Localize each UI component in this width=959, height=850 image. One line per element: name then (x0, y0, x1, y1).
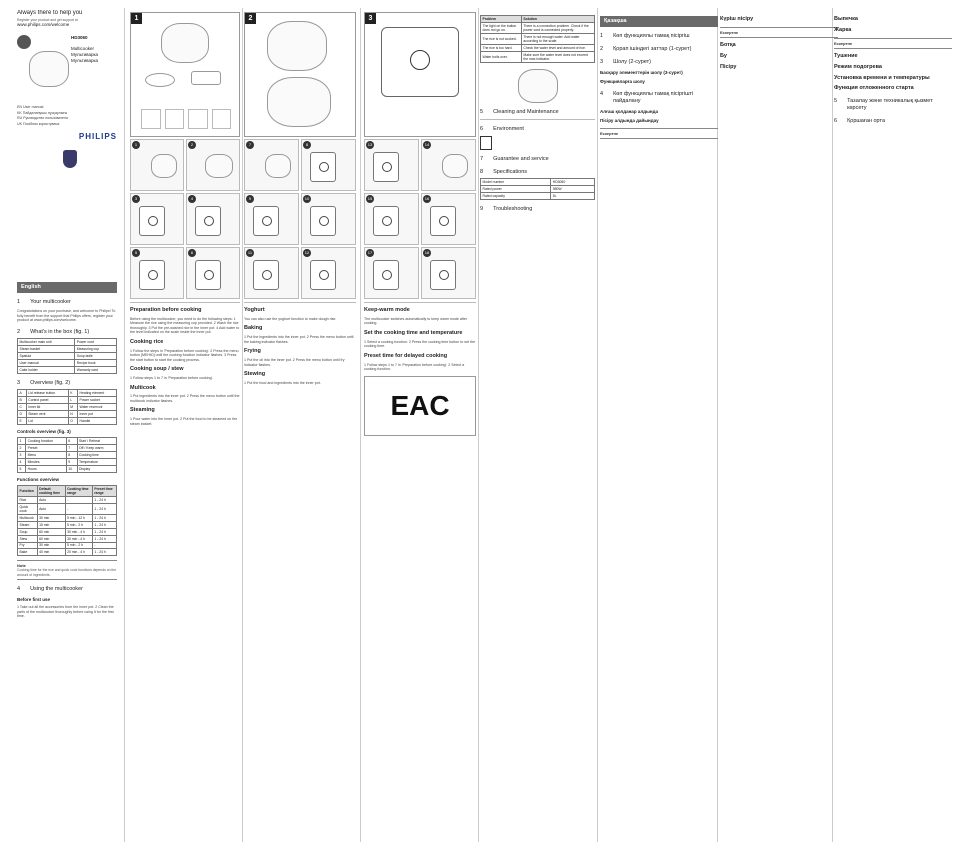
step-thumbnail: 5 (130, 247, 184, 299)
register-badge-icon (17, 35, 31, 49)
multicooker-exploded-image (267, 77, 331, 127)
section-number: 3 (600, 58, 604, 65)
step-thumbnail: 17 (364, 247, 419, 299)
table-row: User manual Recipe book (18, 359, 117, 366)
model-number: HD3060 (71, 35, 88, 40)
section-title: What's in the box (fig. 1) (30, 328, 90, 335)
column-figures-3 (244, 12, 356, 847)
recycle-bin-icon (480, 136, 492, 150)
step-thumbnail: 11 (244, 247, 299, 299)
step-thumbnail: 6 (186, 247, 240, 299)
note-box: Ескертпе (720, 27, 838, 38)
step-thumbnail: 18 (421, 247, 476, 299)
section-heading (834, 118, 952, 125)
subsection-title: Set the cooking time and temperature (364, 329, 463, 336)
subsection-title: Установка времени и температуры (834, 74, 930, 81)
language-bar-english: English (17, 282, 117, 293)
table-row: Quick cook Auto - 1 - 24 h (18, 504, 117, 515)
section-number: 5 (480, 108, 484, 115)
subsection-title: Выпечка (834, 16, 858, 22)
table-row: Multicook 30 min 5 min - 12 h 1 - 24 h (18, 515, 117, 522)
language-item: RU Руководство пользователя (17, 116, 68, 121)
body-text: You can also use the yoghurt function to make dough rise. (244, 316, 337, 321)
section-heading (600, 91, 718, 105)
table-row: Steam basket Measuring cup (18, 346, 117, 353)
section-heading (17, 380, 117, 387)
subsection-title: Preparation before cooking (130, 307, 202, 313)
column-kazakh (600, 12, 718, 847)
table-row: Fry 30 min 5 min - 2 h - (18, 542, 117, 549)
section-number: 5 (834, 98, 838, 105)
table-row: The rice is too hard. Check the water level and amount of rice. (481, 45, 595, 52)
table-row: Model number HD3060 (481, 179, 595, 186)
section-heading (600, 46, 718, 53)
column-divider (360, 8, 361, 842)
subsection-title: Stewing (244, 371, 266, 378)
section-title: Қоршаған орта (847, 118, 885, 124)
subsection-title: Preset time for delayed cooking (364, 352, 448, 359)
figure-overview (244, 12, 356, 137)
intro-text: Congratulations on your purchase, and welcome to Philips! To fully benefit from the support that Philips offers, register your product at www.philips.com/welcome. (17, 309, 116, 323)
philips-shield-icon (63, 150, 77, 168)
table-row: Bake 40 min 20 min - 4 h 1 - 24 h (18, 549, 117, 556)
subsection-title: Күріш пісіру (720, 16, 754, 22)
subsection-title: Функцияларға шолу (600, 79, 645, 85)
subsection-title: Тушение (834, 52, 858, 59)
multicooker-open-image (267, 21, 327, 71)
language-bar-kazakh: Қазақша (600, 16, 718, 27)
philips-logo: PHILIPS (78, 132, 117, 142)
column-divider (478, 8, 479, 842)
subsection-title: Бу (720, 52, 727, 59)
step-thumbnail: 1 (130, 139, 184, 191)
control-panel-image (381, 27, 459, 97)
note-text: Cooking time for the rice and quick cook functions depends on the amount of ingredients. (17, 568, 117, 577)
step-thumbnail: 15 (364, 193, 419, 245)
table-row: Cake holder Warranty card (18, 366, 117, 373)
subsection-title: Алғаш қолданар алдында (600, 108, 658, 114)
step-thumbnail: 3 (130, 193, 184, 245)
note-title: Note (17, 563, 26, 569)
section-heading (480, 206, 595, 213)
section-title: Guarantee and service (493, 155, 549, 162)
section-title: Cleaning and Maintenance (493, 108, 559, 115)
table-row: Rice Auto - 1 - 24 h (18, 497, 117, 504)
section-heading (480, 109, 595, 116)
controls-table (17, 437, 117, 472)
table-row: Soup 60 min 30 min - 4 h 1 - 24 h (18, 528, 117, 535)
section-title: Using the multicooker (30, 585, 83, 592)
cover-area (17, 29, 117, 104)
section-title: Көп функциялы тамақ пісіргіш (613, 32, 690, 39)
section-title: Тазалау және техникалық қызмет көрсету (847, 98, 933, 112)
language-item: UK Посібник користувача (17, 121, 60, 126)
body-text: 1 Select a cooking function. 2 Press the cooking time button to set the cooking time. (364, 339, 476, 349)
table-row: Stew 60 min 30 min - 4 h 1 - 24 h (18, 535, 117, 542)
body-text: 1 Follow steps 1 to 7 in 'Preparation before cooking'. 2 Select a cooking function. (364, 362, 465, 372)
section-heading (480, 126, 595, 133)
step-thumbnail: 14 (421, 139, 476, 191)
section-number: 4 (17, 585, 21, 592)
step-thumbnail: 12 (301, 247, 356, 299)
figure-control-panel (364, 12, 476, 137)
subsection-title: Before first use (17, 596, 51, 602)
section-number: 6 (480, 125, 484, 132)
column-kazakh-2 (720, 12, 838, 847)
subsection-title: Multicook (130, 384, 156, 391)
table-row: 5 Hours 10 Display (18, 465, 117, 472)
language-list (17, 105, 117, 126)
section-number: 1 (600, 32, 604, 39)
section-number: 2 (600, 45, 604, 52)
table-row: 2 Preset 7 Off / Keep warm (18, 445, 117, 452)
subsection-title: Басқару элементтерін шолу (3-сурет) (600, 69, 683, 75)
body-text: 1 Put ingredients into the inner pot. 2 Press the menu button until the multicook indicator flashes. (130, 394, 240, 403)
box-contents-table (17, 338, 117, 373)
table-row: 3 Menu 8 Cooking time (18, 452, 117, 459)
subsection-title: Пісіру алдында дайындау (600, 118, 659, 124)
table-row: Multicooker main unit Power cord (18, 339, 117, 346)
figure-number: 2 (245, 13, 256, 24)
table-row: D Steam vent N Inner pot (18, 411, 117, 418)
eac-certification-mark: EAC (364, 376, 476, 436)
section-heading (480, 156, 595, 163)
section-number: 7 (480, 155, 484, 162)
subsection-title: Baking (244, 325, 263, 332)
subsection-title: Cooking rice (130, 338, 164, 345)
subsection-title: Режим подогрева (834, 63, 882, 70)
manuals-image (141, 109, 231, 129)
column-figures-2 (130, 12, 240, 847)
multicooker-cover-image (29, 51, 69, 87)
table-row: 1 Cooking function 6 Start / Reheat (18, 438, 117, 445)
subsection-title: Жарка (834, 26, 852, 33)
step-thumbnail: 7 (244, 139, 299, 191)
figure-number: 3 (365, 13, 376, 24)
section-heading (480, 169, 595, 176)
section-heading (600, 33, 718, 40)
table-row: The light on the button does not go on. There is a connection problem. Check if the power cord is connected properly. (481, 22, 595, 33)
section-number: 4 (600, 90, 604, 97)
section-number: 9 (480, 206, 484, 212)
step-thumbnail: 10 (301, 193, 356, 245)
table-row: Rated capacity 5L (481, 193, 595, 200)
step-thumbnail: 2 (186, 139, 240, 191)
table-row: 4 Minutes 9 Temperature (18, 458, 117, 465)
table-row: B Control panel L Power socket (18, 397, 117, 404)
column-divider (242, 8, 243, 842)
model-block (71, 29, 98, 68)
body-text: 1 Take out all the accessories from the inner pot. 2 Clean the parts of the multicooker thoroughly before using it for the first time. (17, 605, 114, 619)
section-heading (17, 329, 117, 336)
column-kazakh-3 (834, 12, 952, 847)
subsection-title: Keep-warm mode (364, 307, 410, 313)
steam-illustration (518, 69, 558, 103)
note-box (17, 560, 117, 580)
section-title: Troubleshooting (493, 206, 533, 212)
column-divider (597, 8, 598, 842)
body-text: Before using the multicooker, you need to do the following steps: 1 Measure the rice using the measuring cup provided. 2 Wash the rice thoroughly. 3 Put the pre-washed rice in the inner pot. 4 Add water to the level indicated on the scale inside the inner pot. (130, 316, 240, 335)
body-text: 1 Pour water into the inner pot. 2 Put the food to be steamed on the steam basket. (130, 417, 238, 426)
section-title: Specifications (493, 168, 527, 175)
functions-table (17, 485, 117, 556)
column-figures-4 (364, 12, 476, 847)
section-heading (834, 98, 952, 112)
subsection-title: Функция отложенного старта (834, 85, 914, 92)
power-cord-image (145, 73, 175, 87)
subsection-title: Yoghurt (244, 307, 265, 313)
table-row: Water boils over. Make sure the water level does not exceed the max indicator. (481, 51, 595, 62)
section-title: Your multicooker (30, 299, 71, 306)
section-number: 1 (17, 299, 21, 306)
language-item: KK Пайдаланушы нұсқаулығы (17, 110, 68, 115)
inner-pot-image (191, 71, 221, 85)
note-box: Ескертпе (600, 128, 718, 139)
body-text: 1 Put the oil into the inner pot. 2 Press the menu button until fry indicator flashes. (244, 358, 345, 367)
step-thumbnails (244, 139, 356, 299)
subsection-title: Пісіру (720, 63, 737, 70)
subsection-title: Cooking soup / stew (130, 366, 184, 373)
section-heading (17, 586, 117, 593)
register-text: Register your product and get support at (17, 17, 78, 22)
tagline: Always there to help you (17, 10, 83, 16)
section-title: Overview (fig. 2) (30, 379, 71, 386)
step-thumbnail: 16 (421, 193, 476, 245)
body-text: 1 Put the food and ingredients into the inner pot. (244, 380, 321, 385)
step-thumbnail: 8 (301, 139, 356, 191)
table-row: E Lid O Handle (18, 417, 117, 424)
body-text: The multicooker switches automatically to keep warm mode after cooking. (364, 316, 468, 326)
multicooker-image (161, 23, 209, 63)
figure-number: 1 (131, 13, 142, 24)
step-thumbnail: 9 (244, 193, 299, 245)
section-heading (17, 299, 117, 306)
step-thumbnail: 13 (364, 139, 419, 191)
specifications-table (480, 178, 595, 200)
column-divider (124, 8, 125, 842)
table-header-row: Function Default cooking time Cooking time range Preset time range (18, 486, 117, 497)
body-text: 1 Put the ingredients into the inner pot. 2 Press the menu button until the baking indicator flashes. (244, 335, 354, 344)
table-header-row: Problem Solution (481, 16, 595, 23)
subsection-title: Frying (244, 348, 261, 355)
table-row: Spatula Soup ladle (18, 353, 117, 360)
section-number: 2 (17, 328, 21, 335)
functions-title: Functions overview (17, 476, 60, 482)
product-names: Multicooker Мультиварка Мультиварка (71, 46, 99, 63)
table-row: C Inner lid M Water reservoir (18, 404, 117, 411)
subsection-title: Ботқа (720, 41, 736, 48)
section-title: Көп функциялы тамақ пісіргішті пайдалану (613, 90, 694, 104)
troubleshooting-table (480, 15, 595, 63)
section-number: 8 (480, 168, 484, 175)
section-number: 3 (17, 379, 21, 386)
section-number: 6 (834, 118, 838, 124)
body-text: 1 Follow steps 1 to 7 in 'Preparation before cooking'. (130, 376, 214, 381)
section-heading (600, 59, 718, 66)
column-english (17, 10, 117, 840)
column-english-end (480, 12, 595, 847)
controls-title: Controls overview (fig. 3) (17, 428, 71, 434)
step-thumbnails (364, 139, 476, 299)
table-row: A Lid release button K Heating element (18, 390, 117, 397)
section-title: Шолу (2-сурет) (613, 58, 651, 65)
body-text: 1 Follow the steps in 'Preparation before cooking'. 2 Press the menu button [МЕНЮ] until the cooking function indicator flashes. 3 Press the start button to start the cooking process. (130, 348, 239, 362)
figure-box-contents (130, 12, 240, 137)
step-thumbnails (130, 139, 240, 299)
subsection-title: Steaming (130, 407, 155, 414)
website-url[interactable]: www.philips.com/welcome (17, 21, 70, 27)
table-row: The rice is not cooked. There is not enough water. Add water according to the scale. (481, 33, 595, 44)
note-box: Ескертпе (834, 38, 952, 49)
table-row: Rated power 980W (481, 186, 595, 193)
section-title: Environment (493, 125, 524, 132)
table-row: Steam 15 min 5 min - 2 h 1 - 24 h (18, 522, 117, 529)
overview-table (17, 389, 117, 424)
step-thumbnail: 4 (186, 193, 240, 245)
section-title: Қорап ішіндегі заттар (1-сурет) (613, 45, 692, 52)
language-item: EN User manual (17, 105, 44, 110)
